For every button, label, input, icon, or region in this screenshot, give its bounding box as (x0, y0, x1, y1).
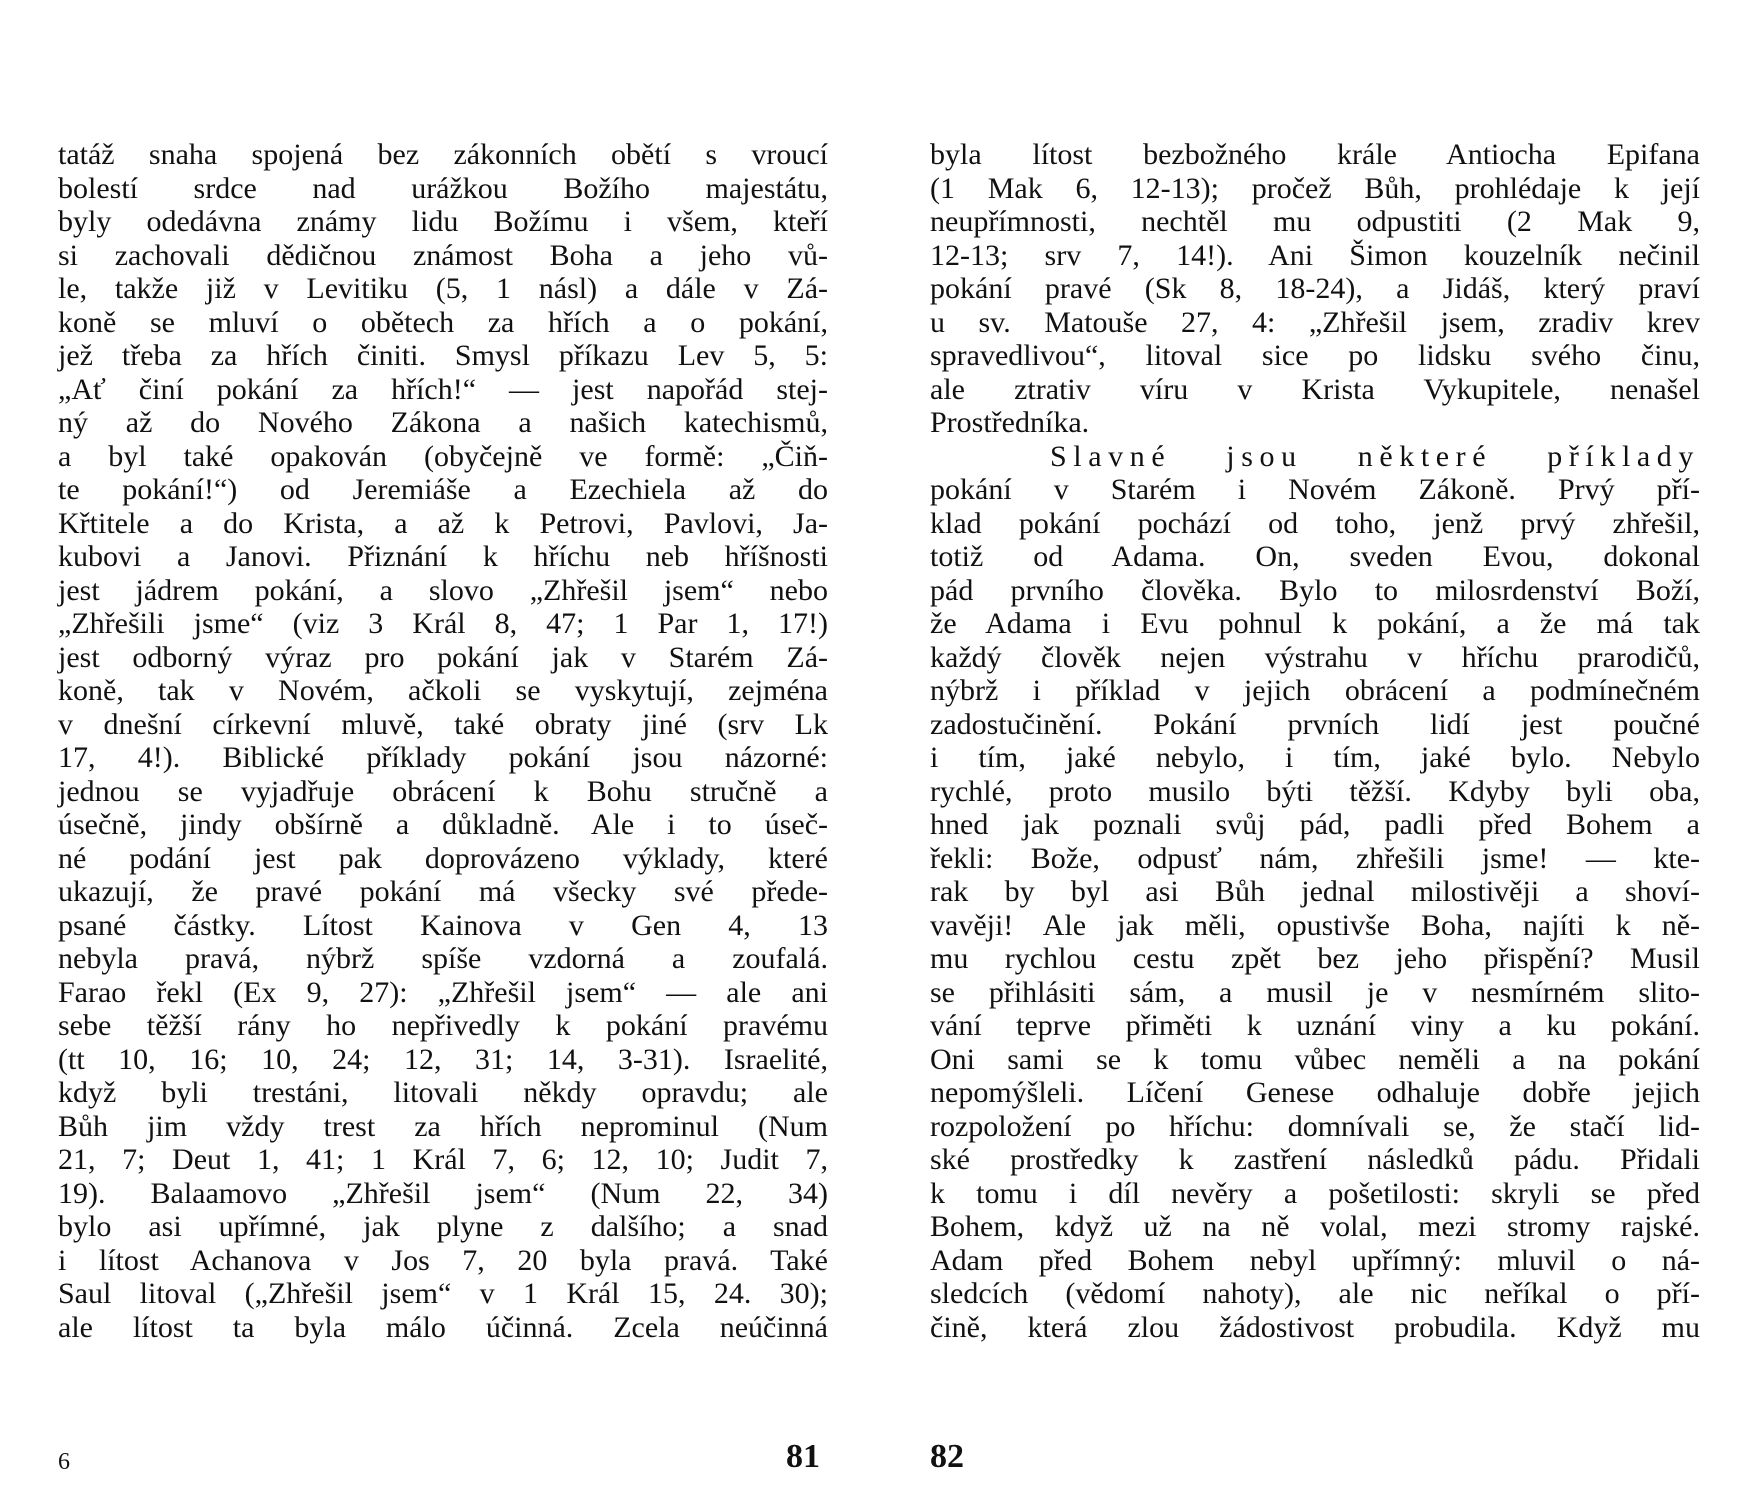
right-line-4: 12-13; srv 7, 14!). Ani Šimon kouzelník nečinil (930, 238, 1700, 272)
left-line-22: né podání jest pak doprovázeno výklady, které (58, 841, 828, 875)
right-line-11: pokání v Starém i Novém Zákoně. Prvý pří- (930, 473, 1700, 506)
right-line-27: vání teprve přiměti k uznání viny a ku pokání. (930, 1009, 1700, 1042)
right-line-3: neupřímnosti, nechtěl mu odpustiti (2 Mak 9, (930, 205, 1700, 238)
left-line-36: ale lítost ta byla málo účinná. Zcela neúčinná (58, 1310, 828, 1344)
left-line-21: úsečně, jindy obšírně a důkladně. Ale i to úseč- (58, 808, 828, 841)
right-line-32: k tomu i díl nevěry a pošetilosti: skryli se před (930, 1176, 1700, 1210)
right-line-36: čině, která zlou žádostivost probudila. Když mu (930, 1310, 1700, 1344)
signature-mark: 6 (58, 1449, 70, 1475)
right-line-2: (1 Mak 6, 12-13); pročež Bůh, prohlédaje k její (930, 171, 1700, 205)
left-line-13: kubovi a Janovi. Přiznání k hříchu neb hříšnosti (58, 540, 828, 573)
left-line-17: koně, tak v Novém, ačkoli se vyskytují, zejména (58, 674, 828, 707)
left-line-25: nebyla pravá, nýbrž spíše vzdorná a zoufalá. (58, 942, 828, 975)
right-line-17: nýbrž i příklad v jejich obrácení a podmínečném (930, 674, 1700, 707)
left-line-9: ný až do Nového Zákona a našich katechismů, (58, 406, 828, 439)
right-line-18: zadostučinění. Pokání prvních lidí jest poučné (930, 707, 1700, 741)
left-line-16: jest odborný výraz pro pokání jak v Starém Zá- (58, 640, 828, 674)
right-line-31: ské prostředky k zastření následků pádu. Přidali (930, 1143, 1700, 1176)
right-line-22: řekli: Bože, odpusť nám, zhřešili jsme! — kte- (930, 841, 1700, 875)
left-line-4: si zachovali dědičnou známost Boha a jeho vů- (58, 238, 828, 272)
left-line-8: „Ať činí pokání za hřích!“ — jest napořád stej- (58, 372, 828, 406)
left-line-29: když byli trestáni, litovali někdy opravdu; ale (58, 1076, 828, 1109)
left-line-34: i lítost Achanova v Jos 7, 20 byla pravá. Také (58, 1243, 828, 1277)
right-page-number: 82 (930, 1438, 964, 1475)
left-line-26: Farao řekl (Ex 9, 27): „Zhřešil jsem“ — ale ani (58, 975, 828, 1009)
left-line-20: jednou se vyjadřuje obrácení k Bohu stručně a (58, 774, 828, 808)
right-line-28: Oni sami se k tomu vůbec neměli a na pokání (930, 1042, 1700, 1076)
left-line-1: tatáž snaha spojená bez zákonních obětí s vroucí (58, 138, 828, 171)
right-line-9: Prostředníka. (930, 406, 1090, 439)
right-line-6: u sv. Matouše 27, 4: „Zhřešil jsem, zradiv krev (930, 305, 1700, 339)
left-line-3: byly odedávna známy lidu Božímu i všem, kteří (58, 205, 828, 238)
left-page (58, 138, 828, 1344)
right-line-14: pád prvního člověka. Bylo to milosrdenství Boží, (930, 573, 1700, 607)
right-line-35: sledcích (vědomí nahoty), ale nic neříkal o pří- (930, 1277, 1700, 1310)
left-line-2: bolestí srdce nad urážkou Božího majestátu, (58, 171, 828, 205)
right-page-text (930, 138, 1700, 1344)
right-line-10: Slavné jsou některé příklady (1050, 439, 1700, 473)
right-line-33: Bohem, když už na ně volal, mezi stromy rajské. (930, 1210, 1700, 1243)
left-line-35: Saul litoval („Zhřešil jsem“ v 1 Král 15, 24. 30); (58, 1277, 828, 1310)
right-line-19: i tím, jaké nebylo, i tím, jaké bylo. Nebylo (930, 741, 1700, 774)
left-line-19: 17, 4!). Biblické příklady pokání jsou názorné: (58, 741, 828, 774)
left-line-23: ukazují, že pravé pokání má všecky své přede- (58, 875, 828, 908)
right-line-24: vavěji! Ale jak měli, opustivše Boha, najíti k ně- (930, 908, 1700, 942)
left-line-11: te pokání!“) od Jeremiáše a Ezechiela až do (58, 473, 828, 506)
left-line-27: sebe těžší rány ho nepřivedly k pokání pravému (58, 1009, 828, 1042)
left-line-5: le, takže již v Levitiku (5, 1 násl) a dále v Zá- (58, 272, 828, 305)
left-line-14: jest jádrem pokání, a slovo „Zhřešil jsem“ nebo (58, 573, 828, 607)
right-line-13: totiž od Adama. On, sveden Evou, dokonal (930, 540, 1700, 573)
right-line-23: rak by byl asi Bůh jednal milostivěji a shoví- (930, 875, 1700, 908)
left-line-7: jež třeba za hřích činiti. Smysl příkazu Lev 5, 5: (58, 339, 828, 372)
left-line-12: Křtitele a do Krista, a až k Petrovi, Pavlovi, Ja- (58, 506, 828, 540)
right-line-26: se přihlásiti sám, a musil je v nesmírném slito- (930, 975, 1700, 1009)
left-line-31: 21, 7; Deut 1, 41; 1 Král 7, 6; 12, 10; Judit 7, (58, 1143, 828, 1176)
left-page-number: 81 (786, 1438, 820, 1475)
left-line-6: koně se mluví o obětech za hřích a o pokání, (58, 305, 828, 339)
right-line-5: pokání pravé (Sk 8, 18-24), a Jidáš, který praví (930, 272, 1700, 305)
left-page-text (58, 138, 828, 1344)
left-line-24: psané částky. Lítost Kainova v Gen 4, 13 (58, 908, 828, 942)
left-line-15: „Zhřešili jsme“ (viz 3 Král 8, 47; 1 Par 1, 17!) (58, 607, 828, 640)
right-line-15: že Adama i Evu pohnul k pokání, a že má tak (930, 607, 1700, 640)
right-line-21: hned jak poznali svůj pád, padli před Bohem a (930, 808, 1700, 841)
right-line-8: ale ztrativ víru v Krista Vykupitele, nenašel (930, 372, 1700, 406)
left-line-18: v dnešní církevní mluvě, také obraty jiné (srv Lk (58, 707, 828, 741)
right-line-20: rychlé, proto musilo býti těžší. Kdyby byli oba, (930, 774, 1700, 808)
right-line-30: rozpoložení po hříchu: domnívali se, že stačí lid- (930, 1109, 1700, 1143)
right-line-29: nepomýšleli. Líčení Genese odhaluje dobře jejich (930, 1076, 1700, 1109)
right-line-34: Adam před Bohem nebyl upřímný: mluvil o ná- (930, 1243, 1700, 1277)
right-line-7: spravedlivou“, litoval sice po lidsku svého činu, (930, 339, 1700, 372)
left-line-33: bylo asi upřímné, jak plyne z dalšího; a snad (58, 1210, 828, 1243)
right-page (930, 138, 1700, 1344)
left-line-28: (tt 10, 16; 10, 24; 12, 31; 14, 3-31). Israelité, (58, 1042, 828, 1076)
right-line-16: každý člověk nejen výstrahu v hříchu prarodičů, (930, 640, 1700, 674)
left-line-30: Bůh jim vždy trest za hřích neprominul (Num (58, 1109, 828, 1143)
right-line-1: byla lítost bezbožného krále Antiocha Epifana (930, 138, 1700, 171)
left-line-10: a byl také opakován (obyčejně ve formě: „Čiň- (58, 439, 828, 473)
right-line-25: mu rychlou cestu zpět bez jeho přispění? Musil (930, 942, 1700, 975)
left-line-32: 19). Balaamovo „Zhřešil jsem“ (Num 22, 34) (58, 1176, 828, 1210)
right-line-12: klad pokání pochází od toho, jenž prvý zhřešil, (930, 506, 1700, 540)
